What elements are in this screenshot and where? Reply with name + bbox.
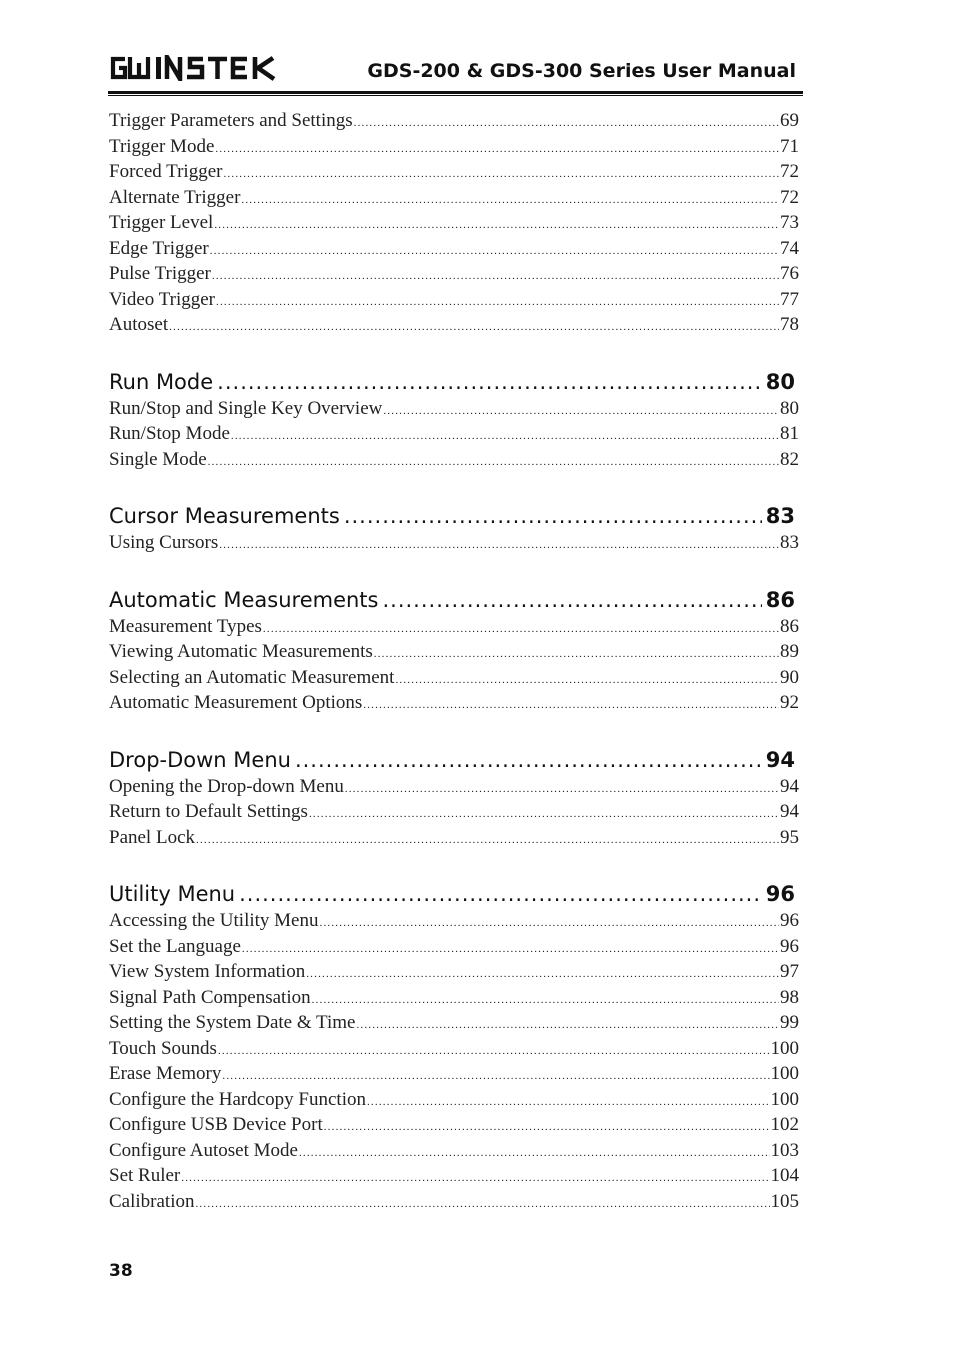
toc-entry[interactable] bbox=[109, 959, 799, 985]
toc-dot-leader bbox=[306, 962, 779, 988]
toc-dot-leader bbox=[367, 1090, 770, 1116]
toc-entry-title: Run/Stop and Single Key Overview bbox=[109, 397, 383, 419]
table-of-contents bbox=[109, 108, 799, 1214]
toc-page-number: 80 bbox=[765, 369, 795, 394]
toc-entry-title: Viewing Automatic Measurements bbox=[109, 641, 373, 662]
toc-entry-title: Selecting an Automatic Measurement bbox=[109, 666, 395, 688]
toc-entry-title: View System Information bbox=[109, 961, 306, 982]
toc-dot-leader bbox=[210, 239, 779, 265]
toc-dot-leader bbox=[195, 1192, 769, 1218]
toc-page-number: 90 bbox=[780, 666, 799, 688]
toc-page-number: 105 bbox=[770, 1190, 799, 1212]
toc-entry[interactable] bbox=[109, 1189, 799, 1215]
toc-entry[interactable] bbox=[109, 447, 799, 473]
toc-entry-title: Trigger Mode bbox=[109, 135, 215, 157]
toc-section-title: Drop-Down Menu bbox=[109, 747, 291, 772]
toc-entry-title: Autoset bbox=[109, 314, 169, 335]
toc-entry[interactable] bbox=[109, 799, 799, 825]
toc-entry[interactable] bbox=[109, 312, 799, 338]
toc-dot-leader bbox=[356, 1013, 779, 1039]
toc-dot-leader bbox=[217, 369, 762, 396]
toc-entry-title: Single Mode bbox=[109, 448, 207, 470]
toc-page-number: 74 bbox=[780, 237, 799, 259]
toc-entry[interactable] bbox=[109, 1010, 799, 1036]
toc-entry-title: Configure USB Device Port bbox=[109, 1114, 323, 1135]
toc-entry[interactable] bbox=[109, 934, 799, 960]
toc-dot-leader bbox=[295, 747, 762, 774]
toc-entry-title: Panel Lock bbox=[109, 826, 196, 848]
toc-dot-leader bbox=[345, 777, 779, 803]
toc-entry-title: Touch Sounds bbox=[109, 1037, 217, 1059]
toc-section-title: Automatic Measurements bbox=[109, 587, 379, 612]
toc-page-number: 94 bbox=[780, 775, 799, 797]
toc-entry-title: Erase Memory bbox=[109, 1063, 222, 1084]
toc-entry-title: Video Trigger bbox=[109, 288, 216, 310]
toc-page-number: 80 bbox=[780, 397, 799, 419]
toc-entry[interactable] bbox=[109, 159, 799, 185]
toc-page-number: 96 bbox=[780, 910, 799, 931]
header-rule bbox=[108, 91, 803, 96]
toc-entry[interactable] bbox=[109, 421, 799, 447]
toc-section-title: Run Mode bbox=[109, 369, 214, 394]
toc-entry-title: Opening the Drop-down Menu bbox=[109, 775, 344, 797]
toc-dot-leader bbox=[241, 188, 779, 214]
toc-page-number: 96 bbox=[765, 882, 795, 906]
toc-page-number: 73 bbox=[780, 212, 799, 233]
toc-entry[interactable] bbox=[109, 825, 799, 851]
toc-entry[interactable] bbox=[109, 985, 799, 1011]
toc-page-number: 102 bbox=[770, 1114, 799, 1135]
toc-section-heading[interactable] bbox=[109, 747, 799, 774]
toc-section-title: Cursor Measurements bbox=[109, 504, 340, 528]
toc-dot-leader bbox=[312, 988, 779, 1014]
toc-entry[interactable] bbox=[109, 774, 799, 800]
toc-page-number: 95 bbox=[780, 826, 799, 848]
toc-entry-title: Calibration bbox=[109, 1190, 195, 1212]
toc-page-number: 83 bbox=[765, 504, 795, 528]
gw-instek-logo bbox=[109, 55, 277, 81]
toc-dot-leader bbox=[320, 911, 780, 937]
toc-page-number: 86 bbox=[780, 615, 799, 637]
toc-section-heading[interactable] bbox=[109, 369, 799, 396]
toc-page-number: 97 bbox=[780, 961, 799, 982]
toc-dot-leader bbox=[382, 587, 761, 614]
toc-entry-title: Set the Language bbox=[109, 935, 241, 957]
toc-entry-title: Alternate Trigger bbox=[109, 186, 241, 208]
toc-entry[interactable] bbox=[109, 236, 799, 262]
toc-entry[interactable] bbox=[109, 108, 799, 134]
toc-entry-title: Pulse Trigger bbox=[109, 263, 211, 284]
toc-dot-leader bbox=[231, 424, 779, 450]
toc-dot-leader bbox=[216, 290, 779, 316]
toc-entry[interactable] bbox=[109, 287, 799, 313]
toc-dot-leader bbox=[309, 802, 779, 828]
toc-entry[interactable] bbox=[109, 134, 799, 160]
toc-entry[interactable] bbox=[109, 1138, 799, 1164]
toc-page-number: 100 bbox=[770, 1037, 799, 1059]
toc-dot-leader bbox=[324, 1115, 770, 1141]
toc-page-number: 86 bbox=[765, 587, 795, 612]
toc-entry[interactable] bbox=[109, 1061, 799, 1087]
toc-entry[interactable] bbox=[109, 908, 799, 934]
toc-entry-title: Edge Trigger bbox=[109, 237, 209, 259]
toc-entry-title: Automatic Measurement Options bbox=[109, 692, 363, 713]
toc-entry[interactable] bbox=[109, 639, 799, 665]
toc-page-number: 76 bbox=[780, 263, 799, 284]
toc-page-number: 78 bbox=[780, 314, 799, 335]
toc-entry-title: Signal Path Compensation bbox=[109, 986, 311, 1008]
manual-title: GDS-200 & GDS-300 Series User Manual bbox=[367, 60, 796, 82]
toc-entry[interactable] bbox=[109, 1163, 799, 1189]
toc-page-number: 72 bbox=[780, 186, 799, 208]
page-number: 38 bbox=[109, 1261, 133, 1281]
toc-dot-leader bbox=[214, 213, 779, 239]
toc-entry[interactable] bbox=[109, 210, 799, 236]
toc-entry[interactable] bbox=[109, 1112, 799, 1138]
toc-page-number: 100 bbox=[770, 1088, 799, 1110]
toc-dot-leader bbox=[299, 1141, 770, 1167]
toc-page-number: 103 bbox=[770, 1139, 799, 1161]
toc-page-number: 71 bbox=[780, 135, 799, 157]
toc-entry-title: Setting the System Date & Time bbox=[109, 1012, 356, 1033]
toc-page-number: 104 bbox=[770, 1165, 799, 1186]
toc-section-heading[interactable] bbox=[109, 587, 799, 614]
toc-entry[interactable] bbox=[109, 185, 799, 211]
toc-entry[interactable] bbox=[109, 530, 799, 556]
toc-entry-title: Return to Default Settings bbox=[109, 801, 308, 822]
toc-page-number: 92 bbox=[780, 692, 799, 713]
toc-section-title: Utility Menu bbox=[109, 882, 236, 906]
toc-page-number: 83 bbox=[780, 532, 799, 553]
toc-entry-title: Set Ruler bbox=[109, 1165, 181, 1186]
toc-page-number: 96 bbox=[780, 935, 799, 957]
toc-dot-leader bbox=[196, 828, 779, 854]
toc-dot-leader bbox=[212, 264, 779, 290]
toc-dot-leader bbox=[354, 111, 779, 137]
toc-page-number: 81 bbox=[780, 423, 799, 444]
toc-entry[interactable] bbox=[109, 396, 799, 422]
toc-entry-title: Accessing the Utility Menu bbox=[109, 910, 319, 931]
toc-dot-leader bbox=[218, 1039, 770, 1065]
toc-section-heading[interactable] bbox=[109, 881, 799, 908]
toc-page-number: 99 bbox=[780, 1012, 799, 1033]
toc-page-number: 94 bbox=[780, 801, 799, 822]
toc-entry[interactable] bbox=[109, 614, 799, 640]
toc-entry-title: Forced Trigger bbox=[109, 161, 223, 182]
toc-entry[interactable] bbox=[109, 1036, 799, 1062]
toc-dot-leader bbox=[208, 450, 779, 476]
toc-dot-leader bbox=[395, 668, 779, 694]
toc-dot-leader bbox=[169, 315, 779, 341]
toc-dot-leader bbox=[219, 533, 779, 559]
toc-page-number: 77 bbox=[780, 288, 799, 310]
toc-page-number: 94 bbox=[765, 747, 795, 772]
toc-entry-title: Configure Autoset Mode bbox=[109, 1139, 298, 1161]
toc-page-number: 89 bbox=[780, 641, 799, 662]
toc-entry[interactable] bbox=[109, 1087, 799, 1113]
toc-dot-leader bbox=[223, 162, 779, 188]
toc-entry-title: Trigger Level bbox=[109, 212, 214, 233]
toc-page-number: 98 bbox=[780, 986, 799, 1008]
toc-dot-leader bbox=[239, 881, 762, 908]
toc-dot-leader bbox=[344, 503, 762, 530]
toc-entry-title: Run/Stop Mode bbox=[109, 423, 230, 444]
toc-page-number: 100 bbox=[770, 1063, 799, 1084]
toc-entry[interactable] bbox=[109, 665, 799, 691]
toc-entry[interactable] bbox=[109, 261, 799, 287]
toc-entry-title: Using Cursors bbox=[109, 532, 219, 553]
toc-dot-leader bbox=[374, 642, 779, 668]
toc-dot-leader bbox=[242, 937, 779, 963]
toc-entry[interactable] bbox=[109, 690, 799, 716]
toc-entry-title: Measurement Types bbox=[109, 615, 262, 637]
toc-section-heading[interactable] bbox=[109, 503, 799, 530]
toc-dot-leader bbox=[181, 1166, 769, 1192]
toc-dot-leader bbox=[363, 693, 779, 719]
toc-entry-title: Configure the Hardcopy Function bbox=[109, 1088, 366, 1110]
toc-dot-leader bbox=[215, 137, 779, 163]
toc-page-number: 82 bbox=[780, 448, 799, 470]
toc-page-number: 69 bbox=[780, 110, 799, 131]
toc-entry-title: Trigger Parameters and Settings bbox=[109, 110, 353, 131]
toc-dot-leader bbox=[383, 399, 779, 425]
toc-page-number: 72 bbox=[780, 161, 799, 182]
